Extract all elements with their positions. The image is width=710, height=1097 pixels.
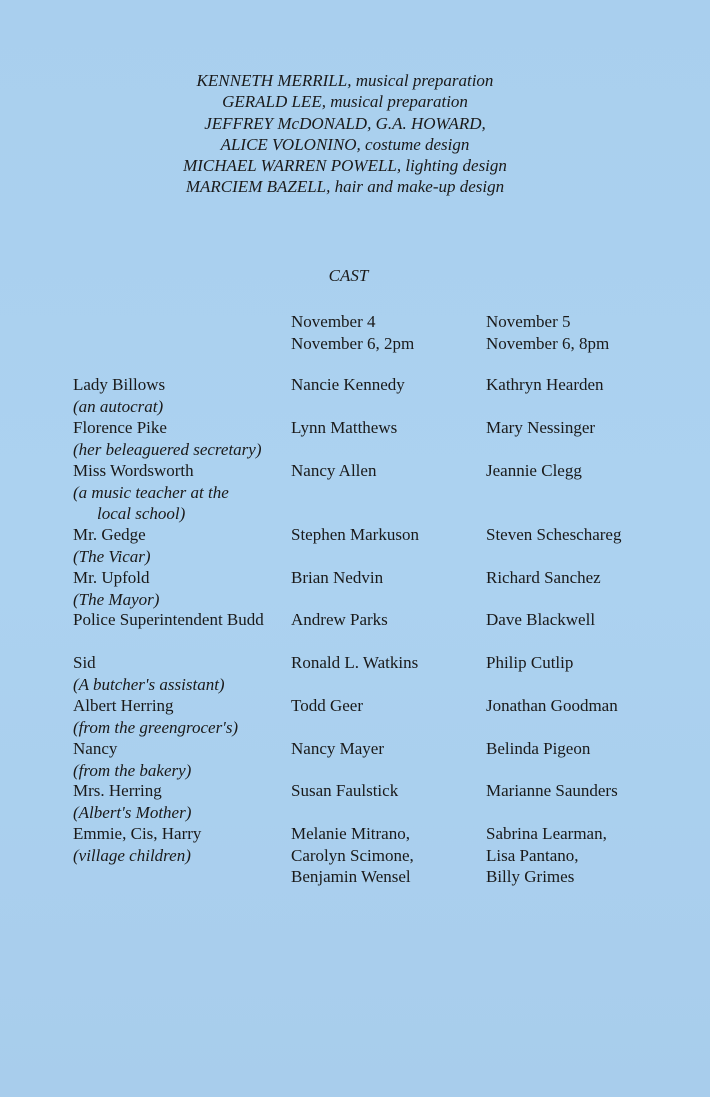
credit-line: GERALD LEE, musical preparation (222, 92, 468, 112)
performer-first-cast (291, 652, 418, 674)
performer-name: Todd Geer (291, 696, 363, 715)
role-description: (village children) (73, 845, 191, 865)
performer-first-cast (291, 524, 419, 546)
role-cell (73, 738, 303, 781)
role-description: (from the greengrocer's) (73, 717, 239, 737)
performer-name: Philip Cutlip (486, 653, 574, 672)
performer-name: Benjamin Wensel (291, 867, 411, 886)
role-cell (73, 567, 303, 610)
performer-second-cast (486, 738, 590, 760)
performer-second-cast (486, 652, 573, 674)
credit-line: MARCIEM BAZELL, hair and make-up design (185, 177, 505, 197)
performer-name: Andrew Parks (291, 610, 388, 629)
performer-first-cast (291, 609, 388, 631)
credit-line: JEFFREY McDONALD, G.A. HOWARD, (204, 113, 486, 133)
credit-line: ALICE VOLONINO, costume design (220, 134, 470, 154)
performer-first-cast (291, 823, 414, 888)
role-cell (73, 609, 303, 631)
performer-name: Marianne Saunders (486, 781, 618, 800)
role-description: (The Mayor) (73, 589, 160, 609)
role-cell (73, 823, 303, 866)
date-line: November 6, 2pm (291, 334, 415, 353)
role-name: Florence Pike (73, 418, 167, 437)
performer-name: Kathryn Hearden (486, 375, 604, 394)
role-description: (an autocrat) (73, 396, 164, 416)
performance-dates-second (486, 311, 609, 355)
performer-first-cast (291, 780, 398, 802)
performer-second-cast (486, 374, 604, 396)
performer-name: Nancy Mayer (291, 739, 384, 758)
date-line: November 6, 8pm (486, 334, 610, 353)
performer-name: Nancie Kennedy (291, 375, 405, 394)
performer-name: Melanie Mitrano, (291, 824, 410, 843)
performer-second-cast (486, 695, 618, 717)
performer-name: Carolyn Scimone, (291, 845, 414, 865)
performer-second-cast (486, 823, 607, 888)
role-name: Mrs. Herring (73, 781, 162, 800)
role-description: (A butcher's assistant) (73, 674, 225, 694)
role-name: Albert Herring (73, 696, 174, 715)
role-description: local school) (97, 504, 186, 523)
date-line: November 5 (486, 312, 571, 331)
production-credits (0, 70, 690, 198)
performer-name: Jonathan Goodman (486, 696, 618, 715)
role-name: Nancy (73, 739, 118, 758)
performer-name: Richard Sanchez (486, 568, 601, 587)
performer-second-cast (486, 460, 582, 482)
performer-second-cast (486, 567, 601, 589)
performer-first-cast (291, 460, 376, 482)
role-name: Sid (73, 653, 96, 672)
performer-name: Jeannie Clegg (486, 461, 582, 480)
role-name: Mr. Gedge (73, 525, 146, 544)
performance-dates-first (291, 311, 414, 355)
role-name: Police Superintendent Budd (73, 610, 264, 629)
performer-name: Nancy Allen (291, 461, 377, 480)
role-description: (her beleaguered secretary) (73, 439, 262, 459)
role-cell (73, 417, 303, 460)
role-cell (73, 780, 303, 823)
role-name: Lady Billows (73, 375, 166, 394)
role-name: Mr. Upfold (73, 568, 150, 587)
role-cell (73, 524, 303, 567)
performer-name: Ronald L. Watkins (291, 653, 419, 672)
performer-name: Lynn Matthews (291, 418, 398, 437)
role-name: Emmie, Cis, Harry (73, 824, 202, 843)
role-description: (Albert's Mother) (73, 802, 192, 822)
performer-second-cast (486, 524, 621, 546)
performer-second-cast (486, 780, 618, 802)
role-cell (73, 652, 303, 695)
performer-first-cast (291, 695, 363, 717)
performer-name: Steven Scheschareg (486, 525, 622, 544)
performer-first-cast (291, 417, 397, 439)
role-cell (73, 374, 303, 417)
performer-second-cast (486, 417, 595, 439)
performer-name: Susan Faulstick (291, 781, 399, 800)
performer-first-cast (291, 374, 405, 396)
date-line: November 4 (291, 312, 376, 331)
performer-name: Sabrina Learman, (486, 824, 607, 843)
performer-second-cast (486, 609, 595, 631)
role-cell (73, 460, 303, 525)
credit-line: KENNETH MERRILL, musical preparation (196, 71, 494, 90)
performer-name: Mary Nessinger (486, 418, 596, 437)
performer-first-cast (291, 567, 383, 589)
performer-name: Lisa Pantano, (486, 845, 579, 865)
performer-name: Stephen Markuson (291, 525, 419, 544)
performer-name: Belinda Pigeon (486, 739, 591, 758)
role-description: (The Vicar) (73, 546, 151, 566)
role-description: (a music teacher at the (73, 482, 229, 502)
performer-name: Brian Nedvin (291, 568, 384, 587)
performer-name: Dave Blackwell (486, 610, 596, 629)
role-description: (from the bakery) (73, 760, 192, 780)
performer-name: Billy Grimes (486, 867, 575, 886)
cast-heading: CAST (328, 266, 369, 285)
role-cell (73, 695, 303, 738)
role-name: Miss Wordsworth (73, 461, 194, 480)
performer-first-cast (291, 738, 384, 760)
credit-line: MICHAEL WARREN POWELL, lighting design (183, 156, 507, 176)
